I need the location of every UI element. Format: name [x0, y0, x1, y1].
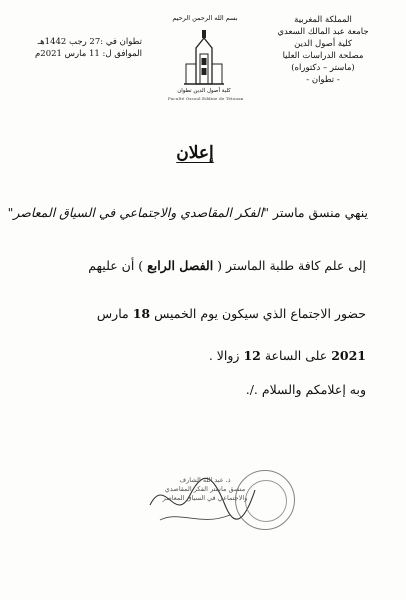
- date-block: [22, 36, 142, 60]
- bismillah-text: بسم الله الرحمن الرحيم: [172, 14, 238, 22]
- official-stamp: [235, 470, 295, 530]
- line2-post: ) أن عليهم: [88, 258, 144, 273]
- city-name: - تطوان -: [306, 75, 340, 85]
- line1-post: ": [7, 205, 14, 220]
- line2-pre: إلى علم كافة طلبة الماستر (: [217, 258, 366, 273]
- line3-pre: حضور الاجتماع الذي سيكون يوم الخميس: [154, 306, 366, 321]
- line4-post: زوالا .: [208, 348, 240, 363]
- body-line-3: [97, 306, 366, 321]
- signatory-role: منسق ماستر الفكر المقاصدي: [164, 485, 246, 493]
- body-line-4: [209, 348, 366, 363]
- signatory-name: ذ. عبد الله الشارف: [179, 476, 231, 484]
- line3-month: مارس: [96, 306, 129, 321]
- faculty-logo: [182, 28, 226, 86]
- date-gregorian: الموافق ل: 11 مارس 2021م: [35, 49, 142, 59]
- stamp-inner-ring: [245, 480, 287, 522]
- meeting-time: 12: [243, 348, 261, 363]
- signatory-program: والاجتماعي في السياق المعاصر: [162, 494, 248, 502]
- service-name: مصلحة الدراسات العليا: [282, 51, 364, 61]
- body-line-2: [88, 258, 366, 273]
- kingdom-name: المملكة المغربية: [294, 15, 352, 25]
- logo-caption: كلية أصول الدين تطوان: [177, 88, 231, 94]
- institution-header: [258, 14, 388, 86]
- semester-label: الفصل الرابع: [147, 258, 214, 273]
- line4-mid: على الساعة: [264, 348, 328, 363]
- closing-line: وبه إعلامكم والسلام ./.: [245, 382, 366, 397]
- body-line-1: [8, 205, 368, 220]
- levels-text: (ماستر – دكتوراه): [291, 63, 355, 73]
- line1-pre: ينهي منسق ماستر ": [263, 205, 368, 220]
- meeting-day-number: 18: [132, 306, 151, 321]
- faculty-name: كلية أصول الدين: [294, 39, 352, 49]
- logo-caption-latin: Faculté Ossoul Eddine de Tétouan: [168, 96, 244, 101]
- meeting-year: 2021: [331, 348, 366, 363]
- university-name: جامعة عبد المالك السعدي: [277, 27, 369, 37]
- date-hijri: تطوان في :27 رجب 1442هـ: [37, 37, 142, 47]
- announcement-title: إعلان: [176, 143, 214, 163]
- program-name: الفكر المقاصدي والاجتماعي في السياق المعاصر: [13, 205, 264, 220]
